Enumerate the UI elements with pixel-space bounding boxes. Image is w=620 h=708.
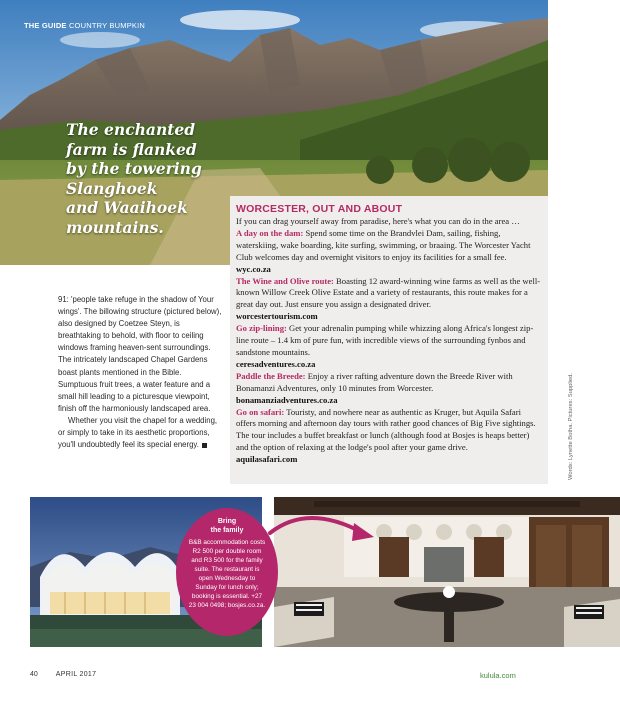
sidebar-item-url[interactable]: worcestertourism.com [236, 311, 318, 322]
sidebar-item-heading: The Wine and Olive route: [236, 275, 334, 286]
sidebar-item [236, 276, 542, 312]
issue-month: APRIL 2017 [55, 671, 97, 678]
body-paragraph: 91: 'people take refuge in the shadow of Your wings'. The billowing structure (pictured below), also designed by Coetzee Steyn, is breathtaking to behold, with floor to ceiling windows framing heaven-sent surroundings. The intricately landscaped Chapel Gardens boast plants mentioned in the Bible. Sumptuous fruit trees, a water feature and a small hill leading to a picturesque viewpoint, finish off the harmoniously landscaped area. [58, 295, 222, 413]
section-title: COUNTRY BUMPKIN [68, 21, 146, 30]
info-bubble-text: B&B accommodation costs R2 500 per double room and R3 500 for the family suite. The restaurant is open Wednesday to Sunday for lunch only; booking is essential. +27 23 004 0498; bosjes.co.za. [188, 539, 266, 609]
sidebar-title: WORCESTER, OUT AND ABOUT [236, 203, 403, 215]
sidebar-item-url[interactable]: bonamanziadventures.co.za [236, 394, 338, 405]
hero-caption: The enchanted farm is flanked by the towering Slanghoek and Waaihoek mountains. [66, 120, 202, 237]
info-bubble-title: Bring the family [210, 518, 244, 534]
sidebar-item [236, 371, 542, 395]
body-paragraph-text: Whether you visit the chapel for a wedding, or simply to take in its aesthetic proportions, you'll undoubtedly feel its special energy. [58, 415, 218, 450]
sidebar-intro: If you can drag yourself away from paradise, here's what you can do in the area … [236, 216, 520, 226]
sidebar-item [236, 323, 542, 359]
footer-left [30, 671, 96, 678]
page-number: 40 [30, 671, 38, 678]
sidebar-item-heading: Go on safari: [236, 406, 285, 417]
sidebar-item-text: Touristy, and nowhere near as authentic as Kruger, but Aquila Safari offers morning and afternoon day tours with rather good chances of Big Five sightings. The tour includes a buffet breakfast or lunch (although food at Bosjes is heaps better) and the option of relaxing at the lodge's pool after your game drive. [236, 406, 536, 453]
section-label: THE GUIDE [24, 21, 67, 30]
section-header [24, 21, 145, 30]
sidebar-item-heading: Go zip-lining: [236, 323, 287, 334]
sidebar-item [236, 407, 542, 455]
sidebar-item-heading: Paddle the Breede: [236, 370, 306, 381]
sidebar-item-url[interactable]: ceresadventures.co.za [236, 358, 316, 369]
curved-arrow-icon [268, 503, 378, 543]
footer-site[interactable]: kulula.com [480, 671, 516, 680]
sidebar-item-url[interactable]: aquilasafari.com [236, 454, 298, 465]
sidebar-item-heading: A day on the dam: [236, 227, 304, 238]
sidebar-item-text: Get your adrenalin pumping while whizzing along Africa's longest zip-line route – 1.4 km of pure fun, with incredible views of the surrounding fynbos and sandstone mountains. [236, 323, 534, 357]
end-mark-icon [202, 443, 207, 448]
body-column [58, 294, 222, 451]
sidebar-body [236, 216, 542, 466]
sidebar-item-url[interactable]: wyc.co.za [236, 263, 271, 274]
sidebar-item-text: Spend some time on the Brandvlei Dam, sailing, fishing, waterskiing, wake boarding, kite surfing, swimming, or braaing. The Worcester Yacht Club welcomes day and overnight visitors to enjoy its facilities for a small fee. [236, 227, 531, 262]
sidebar-item [236, 228, 542, 264]
sidebar-item-text: Boasting 12 award-winning wine farms as well as the well-known Willow Creek Olive Estate and a variety of restaurants, this route makes for a great day out. Just ensure you assign a designated driver. [236, 275, 541, 310]
photo-credit: Words: Lynette Botha. Pictures: Supplied. [568, 373, 574, 480]
body-paragraph-end [58, 415, 222, 451]
sidebar-item-text: Enjoy a river rafting adventure down the Breede River with Bonamanzi Adventures, only 10 minutes from Worcester. [236, 370, 513, 393]
info-bubble [176, 508, 278, 636]
